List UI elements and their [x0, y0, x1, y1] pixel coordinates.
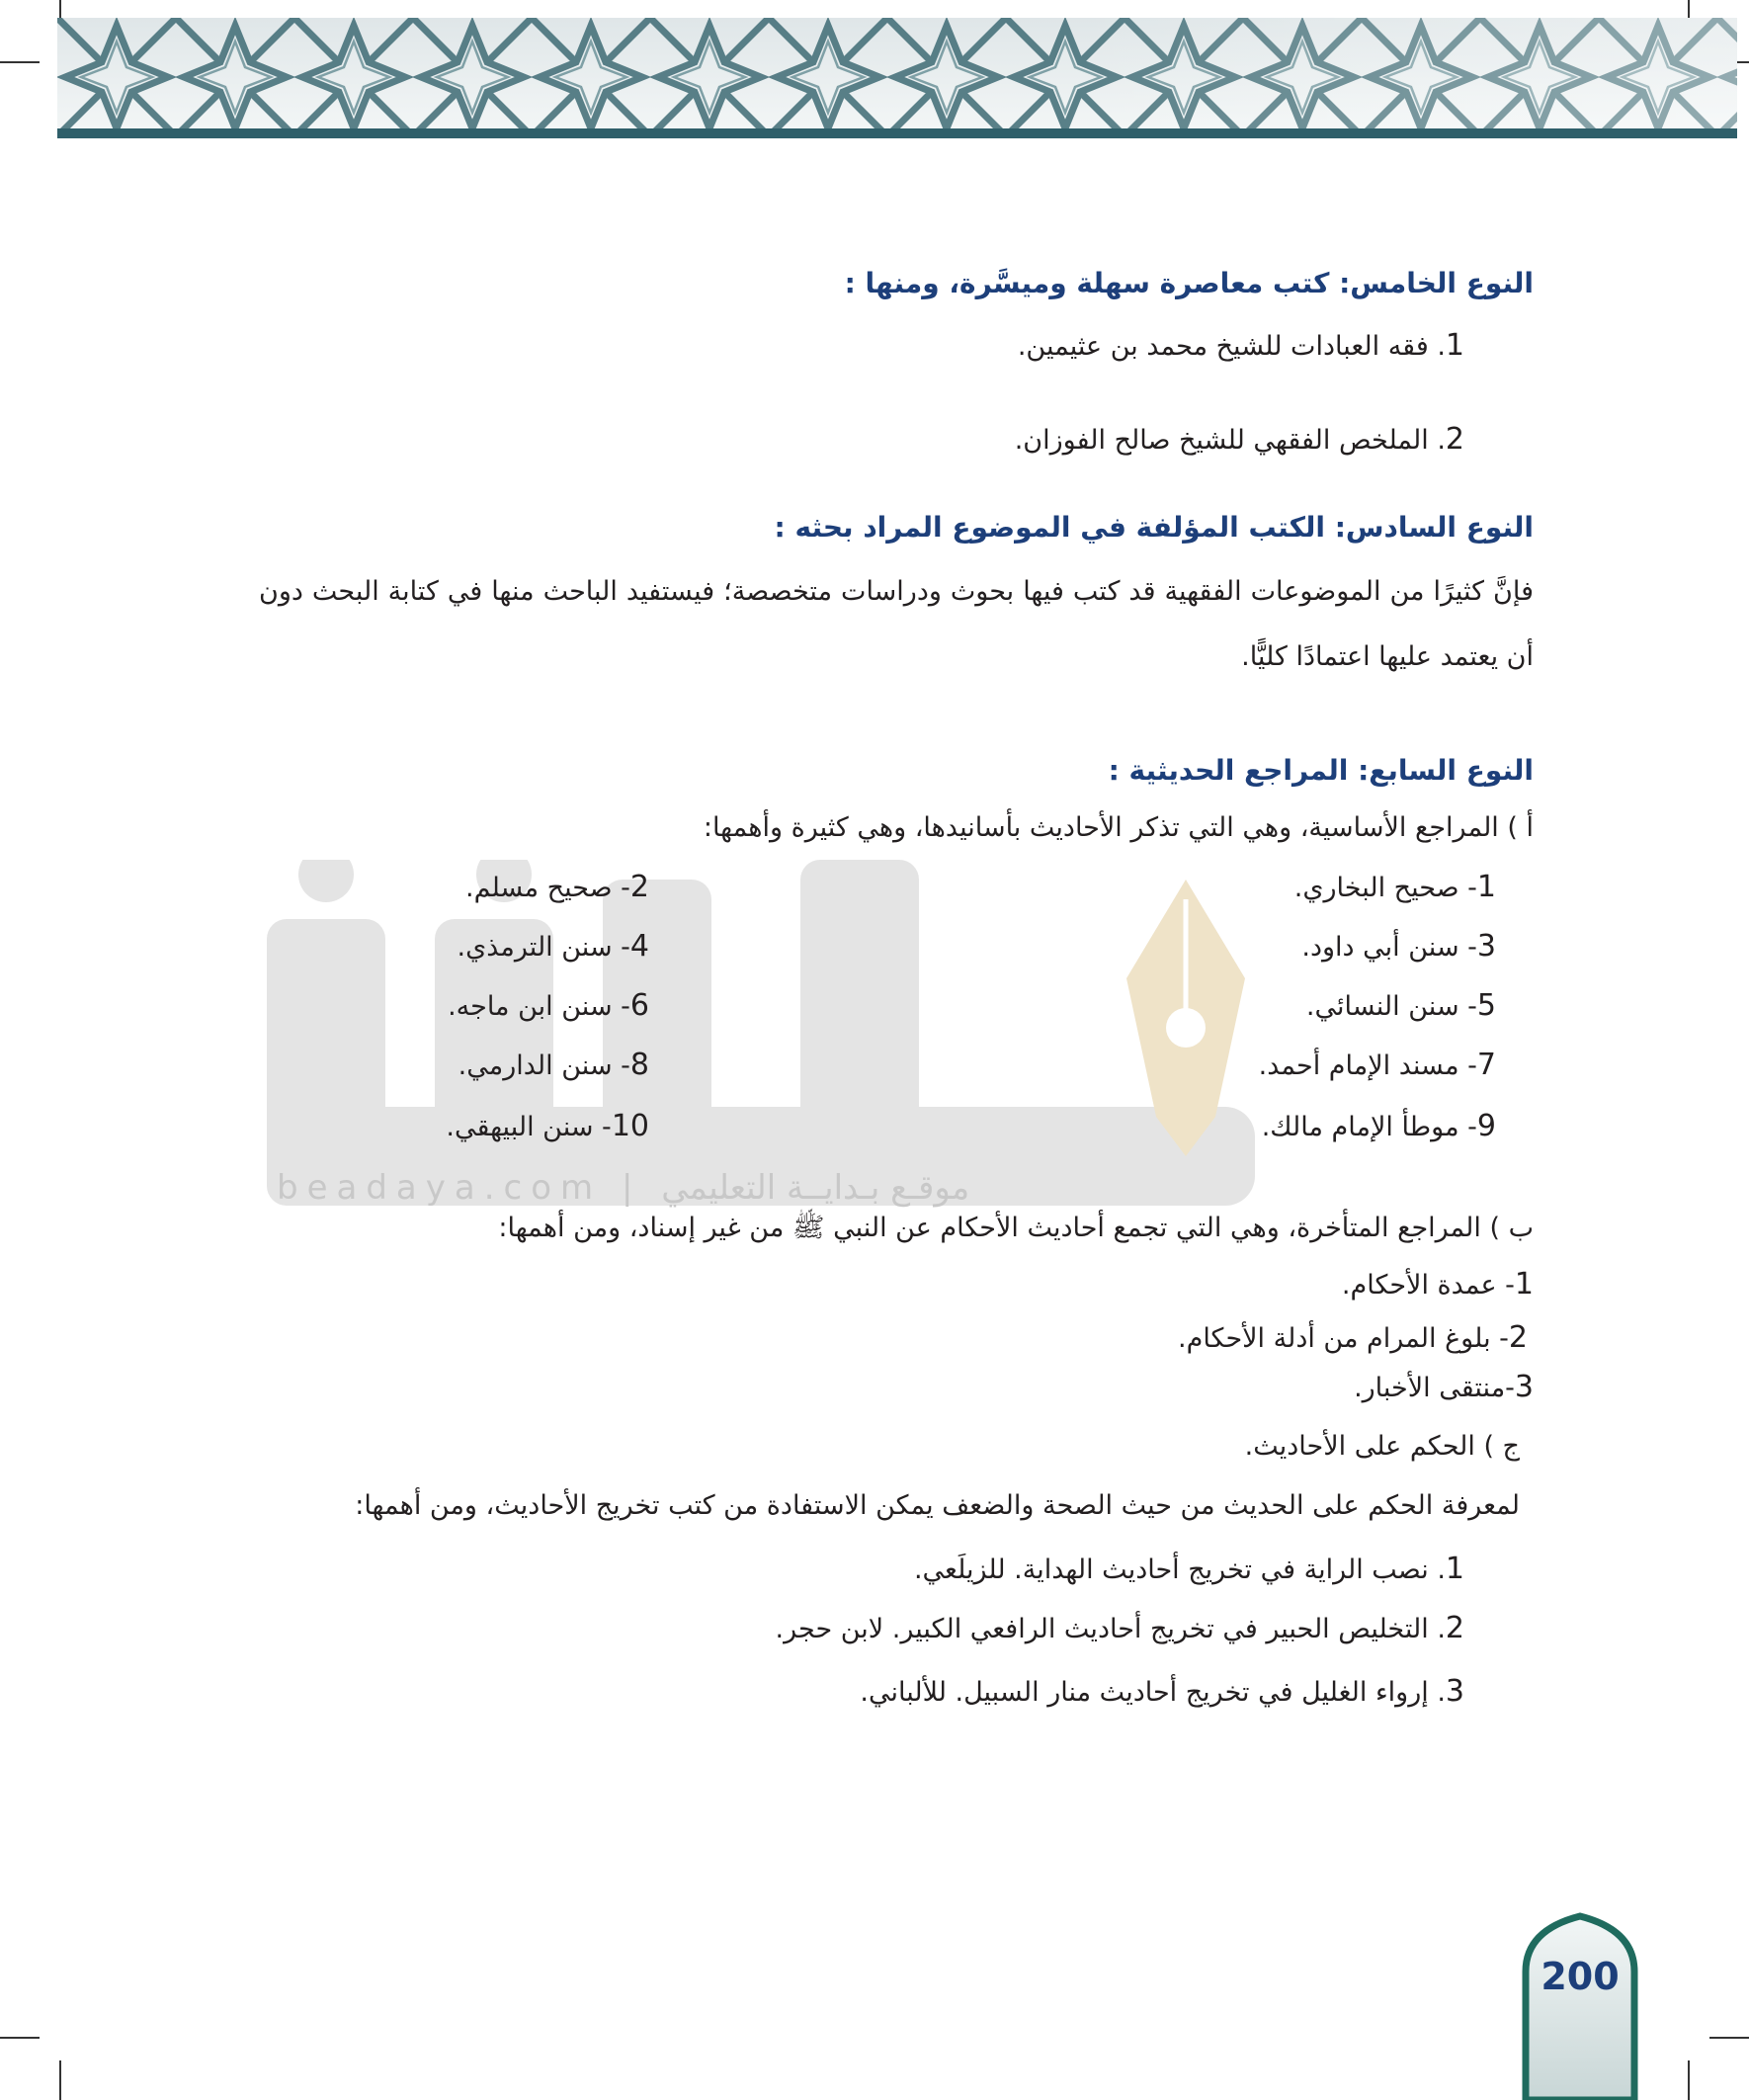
- section-heading: النوع السابع: المراجع الحديثية :: [1108, 754, 1534, 787]
- list-item: [458, 1048, 649, 1082]
- page-number-tab: [1522, 1912, 1638, 2100]
- list-item-number: 3: [1445, 1674, 1464, 1709]
- list-item: [1018, 328, 1464, 363]
- part-c-intro: لمعرفة الحكم على الحديث من حيث الصحة والضعف يمكن الاستفادة من كتب تخريج الأحاديث، ومن أهمها:: [355, 1490, 1520, 1521]
- list-item: [914, 1552, 1464, 1586]
- section-heading: النوع الخامس: كتب معاصرة سهلة وميسَّرة، ومنها :: [844, 267, 1534, 299]
- list-item-number: 4: [629, 929, 649, 964]
- list-item-text: - صحيح البخاري.: [1293, 873, 1477, 903]
- list-item-text: - سنن الدارمي.: [458, 1050, 630, 1081]
- watermark-caption: beadaya.com | موقـع بـدايــة التعليمي: [277, 1168, 970, 1208]
- list-item-number: 8: [629, 1048, 649, 1082]
- list-item-text: - سنن النسائي.: [1305, 991, 1477, 1022]
- list-item-text: . فقه العبادات للشيخ محمد بن عثيمين.: [1017, 331, 1446, 362]
- section-paragraph: فإنَّ كثيرًا من الموضوعات الفقهية قد كتب فيها بحوث ودراسات متخصصة؛ فيستفيد الباحث منها في كتابة البحث دون أن يعتمد عليها اعتمادًا كليًّا.: [259, 576, 1534, 672]
- list-item-number: 3: [1476, 929, 1496, 964]
- list-item-text: - بلوغ المرام من أدلة الأحكام.: [1178, 1323, 1509, 1354]
- list-item-number: 2: [1445, 1611, 1464, 1645]
- list-item: [465, 870, 649, 904]
- list-item-number: 2: [1508, 1320, 1528, 1355]
- list-item: [1354, 1370, 1534, 1404]
- list-item: [1342, 1267, 1534, 1302]
- list-item-number: 3: [1514, 1370, 1534, 1404]
- page-number: 200: [1541, 1955, 1620, 1998]
- list-item-text: . نصب الراية في تخريج أحاديث الهداية. للزيلَعي.: [913, 1554, 1446, 1585]
- crop-mark: [1688, 2060, 1690, 2100]
- list-item: [458, 929, 649, 964]
- list-item-text: . إرواء الغليل في تخريج أحاديث منار السبيل. للألباني.: [860, 1677, 1446, 1708]
- list-item-number: 2: [1445, 422, 1464, 457]
- list-item-number: 1: [1514, 1267, 1534, 1302]
- list-item-number: 9: [1476, 1109, 1496, 1143]
- header-pattern-banner: [57, 18, 1737, 138]
- list-item-number: 7: [1476, 1048, 1496, 1082]
- list-item: [1259, 1048, 1496, 1082]
- list-item-text: - سنن الترمذي.: [457, 932, 630, 963]
- list-item-text: - موطأ الإمام مالك.: [1261, 1112, 1477, 1142]
- list-item-text: - صحيح مسلم.: [465, 873, 630, 903]
- crop-mark: [0, 61, 40, 63]
- list-item-number: 10: [611, 1109, 649, 1143]
- list-item-text: - سنن البيهقي.: [446, 1112, 612, 1142]
- crop-mark: [0, 2037, 40, 2039]
- list-item: [1294, 870, 1496, 904]
- list-item-number: 6: [629, 988, 649, 1023]
- part-a-intro: أ ) المراجع الأساسية، وهي التي تذكر الأحاديث بأسانيدها، وهي كثيرة وأهمها:: [703, 812, 1534, 843]
- list-item-number: 2: [629, 870, 649, 904]
- list-item: [776, 1611, 1464, 1645]
- list-item: [860, 1674, 1464, 1709]
- crop-mark: [1709, 2037, 1749, 2039]
- list-item: [448, 988, 649, 1023]
- list-item-text: . الملخص الفقهي للشيخ صالح الفوزان.: [1014, 425, 1446, 456]
- list-item-number: 1: [1476, 870, 1496, 904]
- list-item: [1178, 1320, 1528, 1355]
- list-item: [446, 1109, 649, 1143]
- list-item: [1306, 988, 1496, 1023]
- part-b-intro: ب ) المراجع المتأخرة، وهي التي تجمع أحاديث الأحكام عن النبي ﷺ من غير إسناد، ومن أهمها:: [498, 1213, 1534, 1243]
- list-item-text: -منتقى الأخبار.: [1354, 1373, 1515, 1403]
- list-item-text: - مسند الإمام أحمد.: [1258, 1050, 1477, 1081]
- list-item-text: - عمدة الأحكام.: [1341, 1270, 1515, 1301]
- list-item-number: 1: [1445, 328, 1464, 363]
- list-item-number: 5: [1476, 988, 1496, 1023]
- list-item: [1015, 422, 1464, 457]
- list-item-text: - سنن أبي داود.: [1301, 932, 1477, 963]
- crop-mark: [59, 2060, 61, 2100]
- list-item-number: 1: [1445, 1552, 1464, 1586]
- list-item: [1262, 1109, 1496, 1143]
- part-c-heading: ج ) الحكم على الأحاديث.: [1244, 1431, 1520, 1462]
- list-item: [1301, 929, 1496, 964]
- list-item-text: . التخليص الحبير في تخريج أحاديث الرافعي الكبير. لابن حجر.: [775, 1614, 1446, 1644]
- section-heading: النوع السادس: الكتب المؤلفة في الموضوع المراد بحثه :: [774, 511, 1534, 544]
- list-item-text: - سنن ابن ماجه.: [448, 991, 630, 1022]
